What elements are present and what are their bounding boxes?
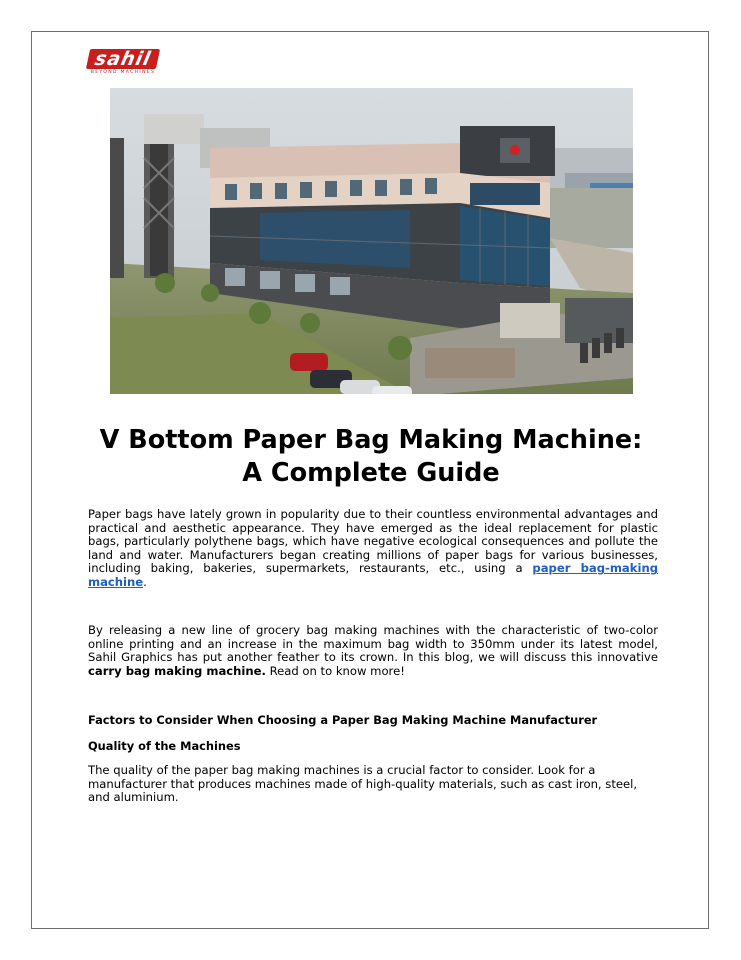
factors-heading: Factors to Consider When Choosing a Paper Bag Making Machine Manufacturer	[88, 713, 598, 727]
logo-wordmark: sahil	[86, 49, 160, 69]
quality-paragraph: The quality of the paper bag making machines is a crucial factor to consider. Look for a manufacturer that produces machines made of high-quality materials, such as cast iron, steel, and aluminium.	[88, 763, 638, 805]
sahil-logo[interactable]	[88, 49, 158, 79]
title-line-2: A Complete Guide	[242, 458, 500, 488]
intro-paragraph	[88, 508, 658, 590]
quality-heading: Quality of the Machines	[88, 739, 241, 753]
logo-tagline: BEYOND MACHINES	[90, 70, 156, 75]
second-paragraph	[88, 624, 658, 678]
intro-end: .	[143, 574, 147, 589]
carry-bag-bold: carry bag making machine.	[88, 663, 266, 678]
paper-bag-machine-link[interactable]: paper bag-making machine	[88, 561, 658, 589]
article-title	[62, 424, 680, 490]
title-line-1: V Bottom Paper Bag Making Machine:	[99, 425, 643, 455]
second-end: Read on to know more!	[265, 663, 405, 678]
factory-photo	[110, 88, 633, 394]
document-page	[31, 31, 709, 929]
second-text: By releasing a new line of grocery bag making machines with the characteristic of two-color online printing and an increase in the maximum bag width to 350mm under its latest model, Sahil Graphics has put another feather to its crown. In this blog, we will discuss this innovative	[88, 623, 658, 665]
intro-text: Paper bags have lately grown in popularity due to their countless environmental advantages and practical and aesthetic appearance. They have emerged as the ideal replacement for plastic bags, particularly polythene bags, which have negative ecological consequences and pollute the land and water. Manufacturers began creating millions of paper bags for various businesses, including baking, bakeries, supermarkets, restaurants, etc., using a	[88, 507, 658, 576]
